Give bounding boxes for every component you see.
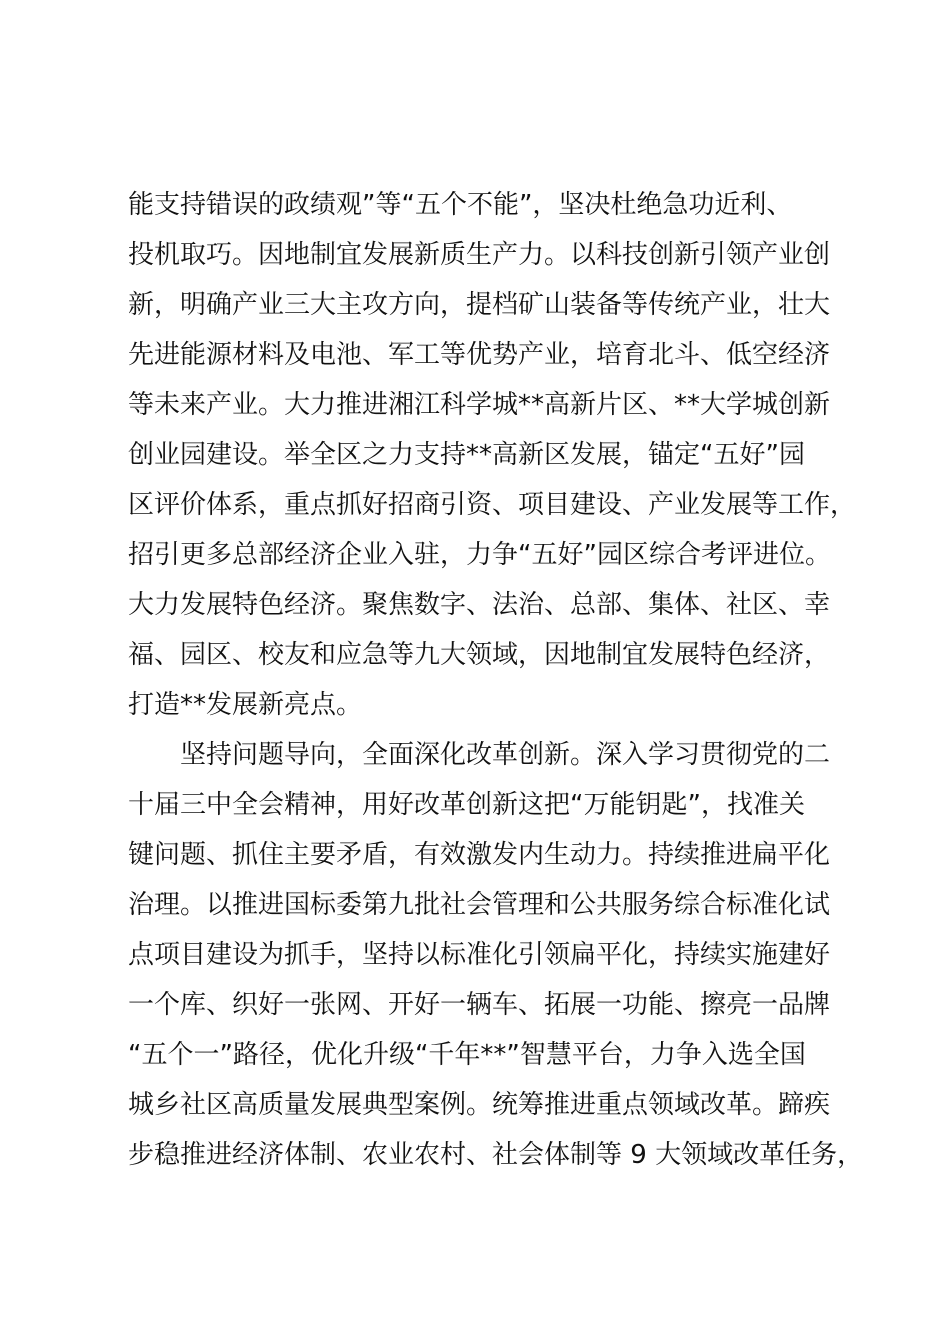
paragraph-2	[128, 730, 868, 1180]
text-line: 福、园区、校友和应急等九大领域，因地制宜发展特色经济，	[128, 640, 831, 670]
text-line: 打造**发展新亮点。	[128, 690, 363, 720]
text-line: 十届三中全会精神，用好改革创新这把“万能钥匙”，找准关	[128, 790, 805, 820]
text-line: 步稳推进经济体制、农业农村、社会体制等 9 大领域改革任务，	[128, 1140, 864, 1170]
text-line: 区评价体系，重点抓好招商引资、项目建设、产业发展等工作，	[128, 490, 857, 520]
text-line: 新，明确产业三大主攻方向，提档矿山装备等传统产业，壮大	[128, 290, 831, 320]
text-line: 一个库、织好一张网、开好一辆车、拓展一功能、擦亮一品牌	[128, 990, 831, 1020]
text-line: 城乡社区高质量发展典型案例。统筹推进重点领域改革。蹄疾	[128, 1090, 831, 1120]
text-line: 能支持错误的政绩观”等“五个不能”，坚决杜绝急功近利、	[128, 190, 793, 220]
text-line: 坚持问题导向，全面深化改革创新。深入学习贯彻党的二	[180, 740, 831, 770]
text-line: “五个一”路径，优化升级“千年**”智慧平台，力争入选全国	[128, 1040, 806, 1070]
paragraph-1	[128, 180, 868, 730]
text-line: 投机取巧。因地制宜发展新质生产力。以科技创新引领产业创	[128, 240, 831, 270]
text-line: 点项目建设为抓手，坚持以标准化引领扁平化，持续实施建好	[128, 940, 831, 970]
text-line: 大力发展特色经济。聚焦数字、法治、总部、集体、社区、幸	[128, 590, 831, 620]
text-line: 创业园建设。举全区之力支持**高新区发展，锚定“五好”园	[128, 440, 805, 470]
text-line: 招引更多总部经济企业入驻，力争“五好”园区综合考评进位。	[128, 540, 831, 570]
text-line: 治理。以推进国标委第九批社会管理和公共服务综合标准化试	[128, 890, 831, 920]
document-body	[128, 180, 868, 1180]
text-line: 等未来产业。大力推进湘江科学城**高新片区、**大学城创新	[128, 390, 831, 420]
text-line: 先进能源材料及电池、军工等优势产业，培育北斗、低空经济	[128, 340, 831, 370]
text-line: 键问题、抓住主要矛盾，有效激发内生动力。持续推进扁平化	[128, 840, 831, 870]
